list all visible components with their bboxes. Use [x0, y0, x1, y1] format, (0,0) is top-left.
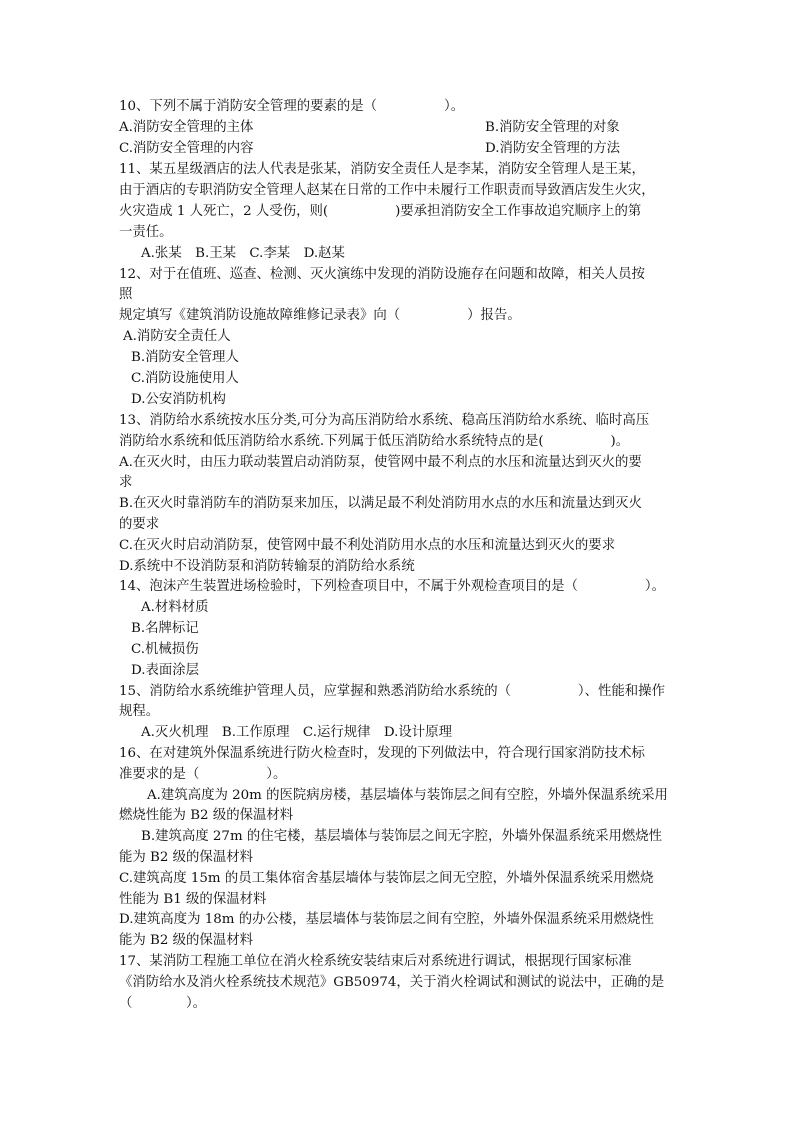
q13-option-d: D.系统中不设消防泵和消防转输泵的消防给水系统: [119, 559, 415, 574]
q13-stem-line-2: 消防给水系统和低压消防给水系统.下列属于低压消防给水系统特点的是( )。: [119, 434, 630, 449]
q17-stem-line-1: 17、某消防工程施工单位在消火栓系统安装结束后对系统进行调试，根据现行国家标准: [119, 954, 632, 969]
q16-option-b-line-2: 能为 B2 级的保温材料: [119, 850, 253, 865]
q12-option-d: D.公安消防机构: [131, 392, 226, 407]
q15-options: A.灭火机理 B.工作原理 C.运行规律 D.设计原理: [141, 725, 452, 740]
q13-option-b-line-2: 的要求: [119, 517, 160, 532]
q12-option-c: C.消防设施使用人: [131, 371, 239, 386]
q11-options: A.张某 B.王某 C.李某 D.赵某: [141, 246, 345, 261]
q16-option-c-line-2: 性能为 B1 级的保温材料: [119, 892, 267, 907]
q12-stem-line-1: 12、对于在值班、巡查、检测、灭火演练中发现的消防设施存在问题和故障，相关人员按: [119, 267, 645, 282]
q13-option-a-line-1: A.在灭火时，由压力联动装置启动消防泵，使管网中最不利点的水压和流量达到灭火的要: [119, 455, 642, 470]
q17-stem-line-2: 《消防给水及消火栓系统技术规范》GB50974，关于消火栓调试和测试的说法中，正确的是: [119, 975, 665, 990]
q12-option-b: B.消防安全管理人: [131, 350, 239, 365]
q14-option-a: A.材料材质: [141, 600, 209, 615]
q11-stem-line-1: 11、某五星级酒店的法人代表是张某，消防安全责任人是李某，消防安全管理人是王某，: [119, 162, 645, 177]
q16-option-b-line-1: B.建筑高度 27m 的住宅楼，基层墙体与装饰层之间无字腔，外墙外保温系统采用燃烧性: [141, 829, 663, 844]
q13-stem-line-1: 13、消防给水系统按水压分类,可分为高压消防给水系统、稳高压消防给水系统、临时高压: [119, 413, 650, 428]
q12-stem-line-2: 照: [119, 287, 133, 302]
q10-option-a: A.消防安全管理的主体: [119, 120, 254, 135]
q11-stem-line-2: 由于酒店的专职消防安全管理人赵某在日常的工作中未履行工作职责而导致酒店发生火灾，: [119, 183, 655, 198]
q15-stem-line-2: 规程。: [119, 704, 160, 719]
q12-option-a: A.消防安全责任人: [123, 329, 231, 344]
q13-option-a-line-2: 求: [119, 475, 133, 490]
q13-option-b-line-1: B.在灭火时靠消防车的消防泵来加压，以满足最不利处消防用水点的水压和流量达到灭火: [119, 496, 642, 511]
q10-stem: 10、下列不属于消防安全管理的要素的是（ ）。: [119, 99, 465, 114]
q10-option-row-1: [119, 118, 620, 138]
q14-option-b: B.名牌标记: [131, 621, 199, 636]
q14-stem: 14、泡沫产生装置进场检验时，下列检查项目中，不属于外观检查项目的是（ ）。: [119, 579, 665, 594]
q14-option-d: D.表面涂层: [131, 663, 200, 678]
q10-option-row-2: [119, 139, 621, 159]
q17-stem-line-3: （ ）。: [119, 996, 207, 1011]
q13-option-c: C.在灭火时启动消防泵，使管网中最不利处消防用水点的水压和流量达到灭火的要求: [119, 538, 616, 553]
q14-option-c: C.机械损伤: [131, 642, 199, 657]
q16-option-d-line-1: D.建筑高度为 18m 的办公楼，基层墙体与装饰层之间有空腔，外墙外保温系统采用燃烧性: [119, 912, 654, 927]
q16-option-a-line-2: 燃烧性能为 B2 级的保温材料: [119, 808, 294, 823]
q10-option-d: D.消防安全管理的方法: [485, 141, 621, 156]
q10-option-c: C.消防安全管理的内容: [119, 141, 254, 156]
q16-option-a-line-1: A.建筑高度为 20m 的医院病房楼，基层墙体与装饰层之间有空腔，外墙外保温系统采用: [147, 788, 668, 803]
q11-stem-line-4: 一责任。: [119, 225, 173, 240]
q12-stem-line-3: 规定填写《建筑消防设施故障维修记录表》向（ ）报告。: [119, 308, 521, 323]
q10-option-b: B.消防安全管理的对象: [485, 120, 620, 135]
q11-stem-line-3: 火灾造成 1 人死亡，2 人受伤，则( )要承担消防安全工作事故追究顺序上的第: [119, 204, 642, 219]
q15-stem-line-1: 15、消防给水系统维护管理人员，应掌握和熟悉消防给水系统的（ ）、性能和操作: [119, 684, 665, 699]
q16-option-d-line-2: 能为 B2 级的保温材料: [119, 933, 253, 948]
q16-stem-line-2: 准要求的是（ ）。: [119, 767, 287, 782]
q16-stem-line-1: 16、在对建筑外保温系统进行防火检查时，发现的下列做法中，符合现行国家消防技术标: [119, 746, 645, 761]
q16-option-c-line-1: C.建筑高度 15m 的员工集体宿舍基层墙体与装饰层之间无空腔，外墙外保温系统采用燃烧: [119, 871, 654, 886]
